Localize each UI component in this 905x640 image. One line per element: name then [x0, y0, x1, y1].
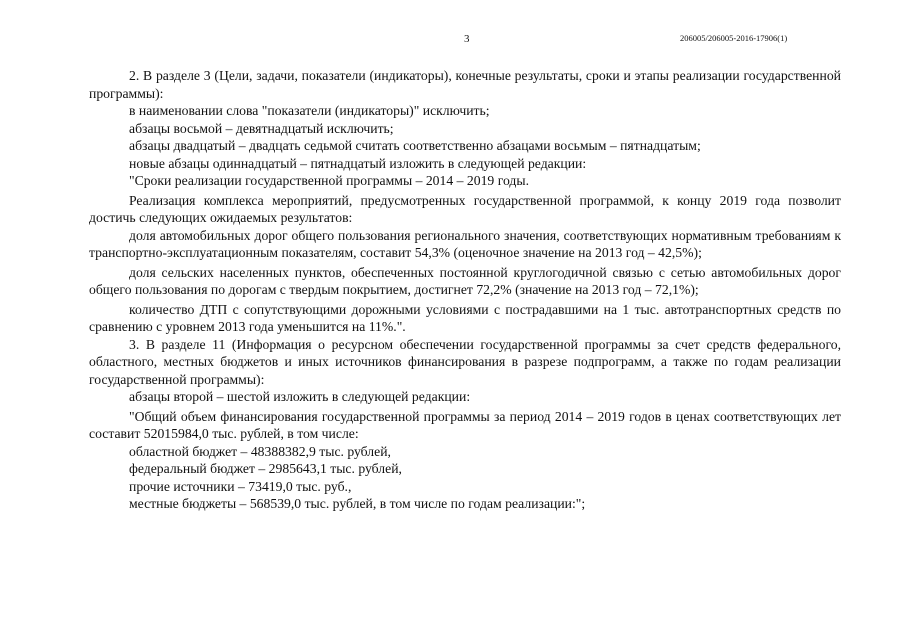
paragraph-accidents: количество ДТП с сопутствующими дорожными условиями с пострадавшими на 1 тыс. автотранспортных средств по сравнению с уровнем 2013 года уменьшится на 11%.".	[89, 301, 841, 334]
paragraph-other-sources: прочие источники – 73419,0 тыс. руб.,	[129, 478, 352, 494]
paragraph-federal-budget: федеральный бюджет – 2985643,1 тыс. рублей,	[129, 461, 402, 476]
page-number: 3	[464, 33, 470, 45]
paragraph-remove-indicators: в наименовании слова "показатели (индикаторы)" исключить;	[129, 103, 490, 118]
paragraph-section-11-intro: 3. В разделе 11 (Информация о ресурсном обеспечении государственной программы за счет средств федерального, областного, местных бюджетов и иных источников финансирования в разрезе подпрограмм, а также по годам реализации государственной программы):	[89, 336, 841, 387]
paragraph-total-funding: "Общий объем финансирования государственной программы за период 2014 – 2019 годов в ценах соответствующих лет составит 52015984,0 тыс. рублей, в том числе:	[89, 408, 841, 441]
document-id: 206005/206005-2016-17906(1)	[680, 33, 788, 43]
paragraph-remove-paragraphs: абзацы восьмой – девятнадцатый исключить;	[129, 120, 394, 136]
paragraph-new-wording: новые абзацы одиннадцатый – пятнадцатый изложить в следующей редакции:	[129, 155, 587, 171]
paragraph-roads-share: доля автомобильных дорог общего пользования регионального значения, соответствующих нормативным требованиям к транспортно-эксплуатационным показателям, составит 54,3% (оценочное значение на 2013 год – 42,5%);	[89, 227, 841, 260]
paragraph-local-budgets: местные бюджеты – 568539,0 тыс. рублей, в том числе по годам реализации:";	[129, 496, 586, 511]
paragraph-renumber: абзацы двадцатый – двадцать седьмой считать соответственно абзацами восьмым – пятнадцатым;	[129, 138, 701, 153]
paragraph-rural-share: доля сельских населенных пунктов, обеспеченных постоянной круглогодичной связью с сетью автомобильных дорог общего пользования по дорогам с твердым покрытием, достигнет 72,2% (значение на 2013 год – 72,1%);	[89, 264, 841, 297]
paragraph-expected-results: Реализация комплекса мероприятий, предусмотренных государственной программой, к концу 2019 года позволит достичь следующих ожидаемых результатов:	[89, 192, 841, 225]
paragraph-program-terms: "Сроки реализации государственной программы – 2014 – 2019 годы.	[129, 173, 530, 188]
paragraph-regional-budget: областной бюджет – 48388382,9 тыс. рублей,	[129, 443, 391, 459]
document-body	[89, 67, 841, 513]
paragraph-paragraphs-2-6: абзацы второй – шестой изложить в следующей редакции:	[129, 389, 471, 404]
paragraph-section-3-intro: 2. В разделе 3 (Цели, задачи, показатели (индикаторы), конечные результаты, сроки и этапы реализации государственной программы):	[89, 68, 841, 101]
